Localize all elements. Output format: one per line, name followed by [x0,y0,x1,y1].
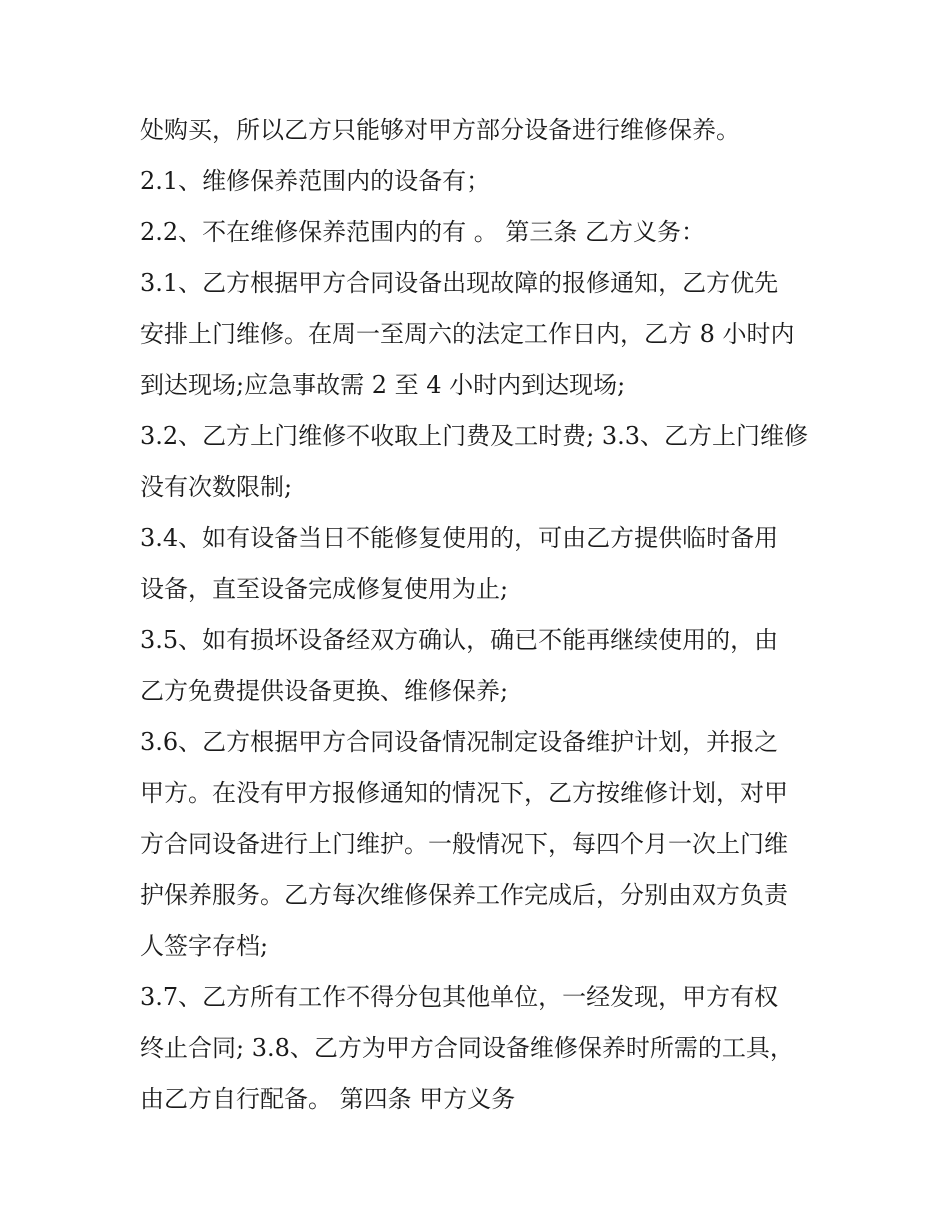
text-line: 到达现场;应急事故需 2 至 4 小时内到达现场; [140,371,626,399]
text-line: 3.1、乙方根据甲方合同设备出现故障的报修通知，乙方优先 [140,269,779,297]
text-line: 乙方免费提供设备更换、维修保养; [140,677,509,705]
text-line: 由乙方自行配备。 第四条 甲方义务 [140,1085,516,1113]
text-line: 安排上门维修。在周一至周六的法定工作日内，乙方 8 小时内 [140,320,795,348]
text-line: 处购买，所以乙方只能够对甲方部分设备进行维修保养。 [140,116,740,144]
text-line: 3.4、如有设备当日不能修复使用的，可由乙方提供临时备用 [140,524,779,552]
text-line: 设备，直至设备完成修复使用为止; [140,575,509,603]
text-line: 人签字存档; [140,932,269,960]
text-line: 3.2、乙方上门维修不收取上门费及工时费; 3.3、乙方上门维修 [140,422,809,450]
contract-body-text [140,105,830,1125]
text-line: 没有次数限制; [140,473,293,501]
text-line: 3.7、乙方所有工作不得分包其他单位，一经发现，甲方有权 [140,983,779,1011]
text-line: 甲方。在没有甲方报修通知的情况下，乙方按维修计划，对甲 [140,779,788,807]
text-line: 2.2、不在维修保养范围内的有 。 第三条 乙方义务： [140,218,706,246]
text-line: 2.1、维修保养范围内的设备有； [140,167,491,195]
text-line: 3.5、如有损坏设备经双方确认，确已不能再继续使用的，由 [140,626,779,654]
text-line: 3.6、乙方根据甲方合同设备情况制定设备维护计划，并报之 [140,728,779,756]
text-line: 方合同设备进行上门维护。一般情况下，每四个月一次上门维 [140,830,788,858]
text-line: 终止合同; 3.8、乙方为甲方合同设备维修保养时所需的工具， [140,1034,794,1062]
text-line: 护保养服务。乙方每次维修保养工作完成后，分别由双方负责 [140,881,788,909]
